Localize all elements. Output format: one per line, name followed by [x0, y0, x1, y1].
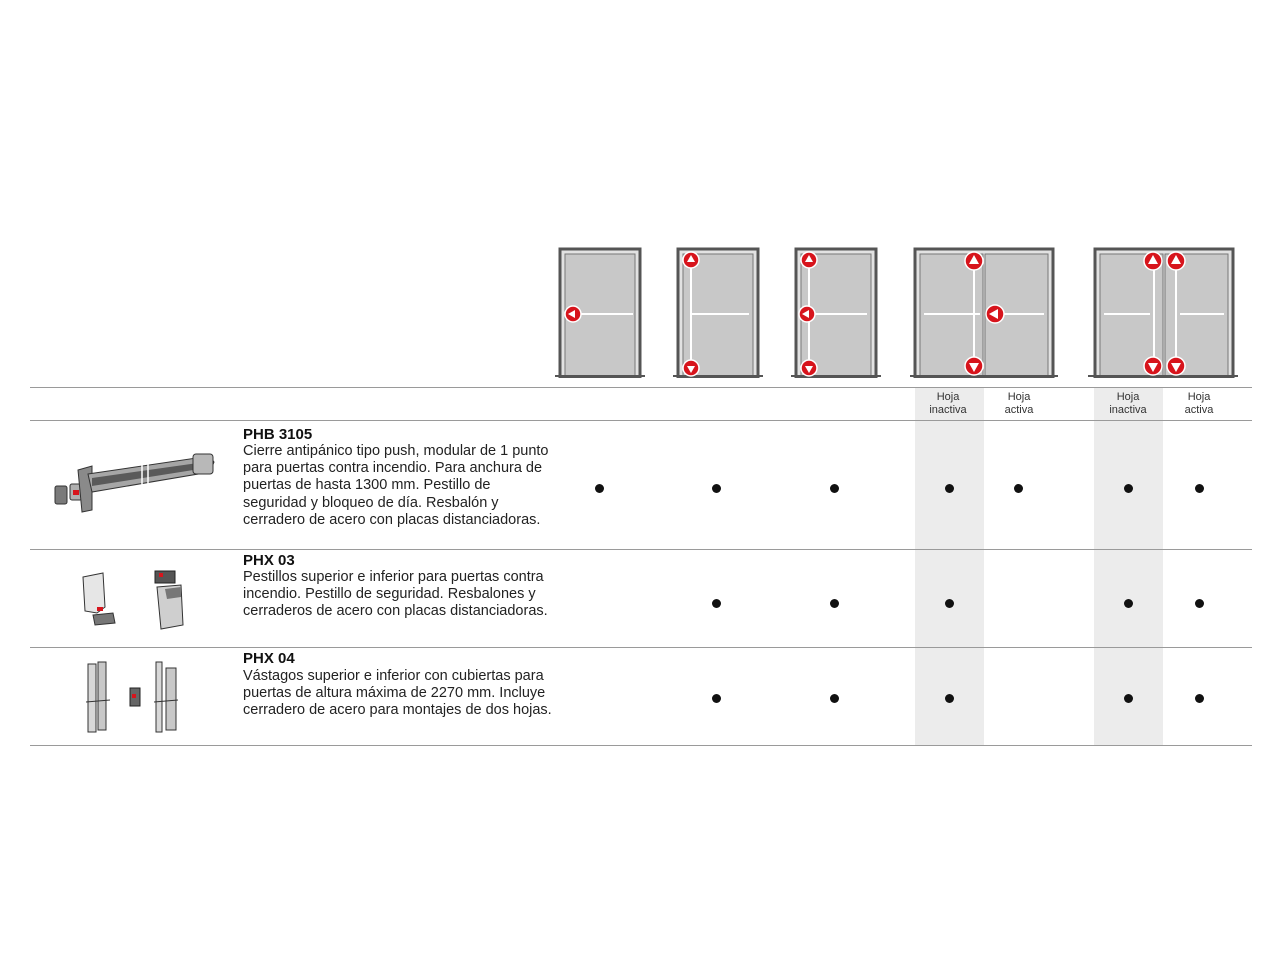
compatibility-dot: [830, 484, 839, 493]
leaf-label-active-1: Hoja activa: [1004, 391, 1034, 416]
product-code-2: PHX 03: [243, 552, 295, 569]
compatibility-dot: [1195, 599, 1204, 608]
single-door-three-point-icon: [789, 246, 883, 378]
compatibility-dot: [1124, 484, 1133, 493]
compatibility-dot: [1124, 694, 1133, 703]
compatibility-dot: [712, 484, 721, 493]
inactive-column-shade-2: [1094, 388, 1163, 745]
compatibility-dot: [1124, 599, 1133, 608]
double-door-icon-a: [910, 246, 1060, 378]
double-door-icon-b: [1088, 246, 1238, 378]
compatibility-dot: [1195, 694, 1204, 703]
single-door-top-bottom-icon: [671, 246, 765, 378]
compatibility-dot: [712, 599, 721, 608]
leaf-label-active-2: Hoja activa: [1184, 391, 1214, 416]
product-description-2: Pestillos superior e inferior para puertas contra incendio. Pestillo de seguridad. Resbalones y cerraderos de acero con placas distanciadoras.: [243, 569, 548, 620]
compatibility-dot: [945, 484, 954, 493]
compatibility-dot: [1195, 484, 1204, 493]
compatibility-dot: [830, 694, 839, 703]
inactive-column-shade-1: [915, 388, 984, 745]
product-code-3: PHX 04: [243, 650, 295, 667]
compatibility-dot: [945, 599, 954, 608]
rule-row-2: [30, 647, 1252, 648]
leaf-label-inactive-1: Hoja inactiva: [929, 391, 967, 416]
compatibility-dot: [945, 694, 954, 703]
single-door-side-latch-icon: [553, 246, 647, 378]
product-description-3: Vástagos superior e inferior con cubiertas para puertas de altura máxima de 2270 mm. Incluye cerradero de acero para montajes de dos hojas.: [243, 668, 552, 719]
compatibility-dot: [595, 484, 604, 493]
compatibility-dot: [712, 694, 721, 703]
rods-icon: [78, 658, 188, 736]
rule-header: [30, 420, 1252, 421]
rule-row-1: [30, 549, 1252, 550]
product-description-1: Cierre antipánico tipo push, modular de 1 punto para puertas contra incendio. Para anchura de puertas de hasta 1300 mm. Pestillo de seguridad y bloqueo de día. Resbalón y cerradero de acero con placas distanciadoras.: [243, 443, 549, 528]
rule-top: [30, 387, 1252, 388]
leaf-label-inactive-2: Hoja inactiva: [1109, 391, 1147, 416]
compatibility-dot: [1014, 484, 1023, 493]
latch-set-icon: [75, 567, 195, 633]
product-code-1: PHB 3105: [243, 426, 313, 443]
compatibility-dot: [830, 599, 839, 608]
push-bar-icon: [50, 448, 220, 518]
rule-bottom: [30, 745, 1252, 746]
